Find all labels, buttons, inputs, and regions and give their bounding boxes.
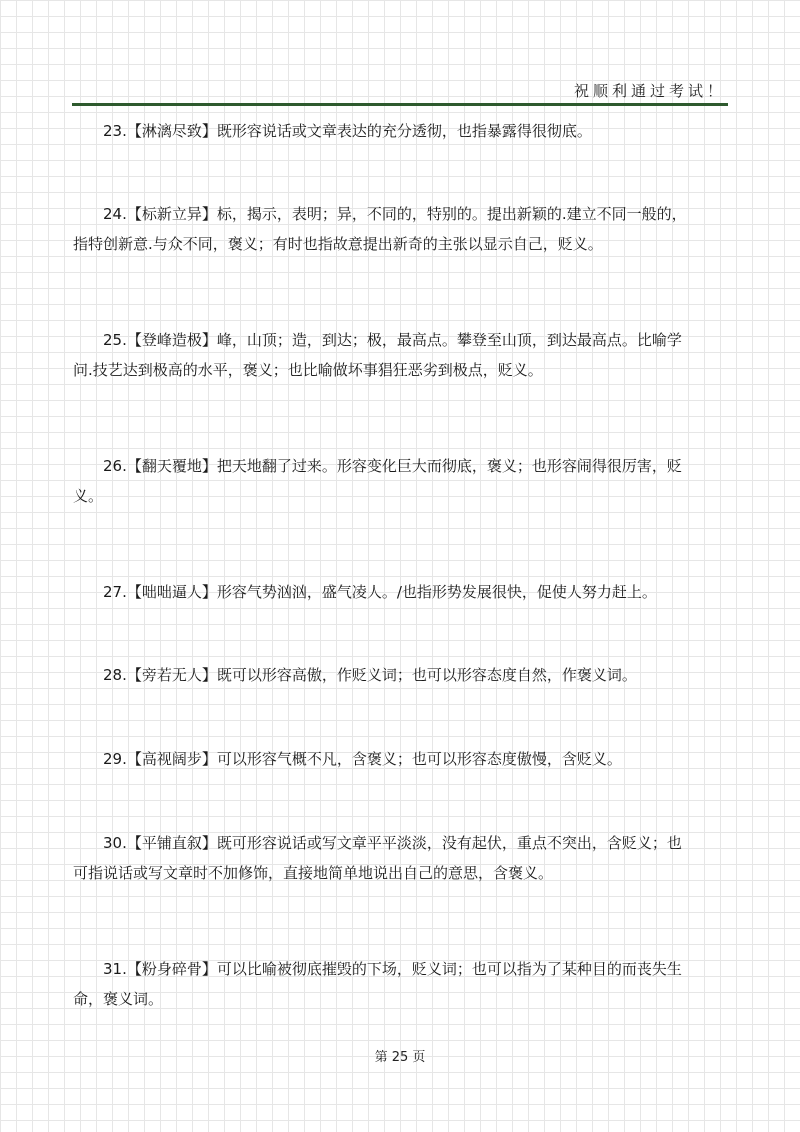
entry-27	[73, 577, 733, 607]
entry-text-line1: 30.【平铺直叙】既可形容说话或写文章平平淡淡，没有起伏，重点不突出，含贬义；也	[103, 834, 682, 852]
entry-text-line2: 可指说话或写文章时不加修饰，直接地简单地说出自己的意思，含褒义。	[73, 864, 554, 882]
entry-text-line1: 28.【旁若无人】既可以形容高傲，作贬义词；也可以形容态度自然，作褒义词。	[103, 666, 637, 684]
entry-text-line1: 24.【标新立异】标，揭示，表明；异，不同的，特别的。提出新颖的.建立不同一般的，	[103, 205, 687, 223]
entry-23	[73, 116, 733, 146]
page-number: 第 25 页	[374, 1050, 426, 1065]
entry-25	[73, 325, 733, 385]
entry-text-line2: 命，褒义词。	[73, 990, 164, 1008]
entry-text-line1: 26.【翻天覆地】把天地翻了过来。形容变化巨大而彻底，褒义；也形容闹得很厉害，贬	[103, 457, 682, 475]
entry-text-line1: 29.【高视阔步】可以形容气概不凡，含褒义；也可以形容态度傲慢，含贬义。	[103, 750, 622, 768]
entry-31	[73, 954, 733, 1014]
entry-text-line2: 问.技艺达到极高的水平，褒义；也比喻做坏事猖狂恶劣到极点，贬义。	[73, 361, 543, 379]
entry-text-line1: 23.【淋漓尽致】既形容说话或文章表达的充分透彻，也指暴露得很彻底。	[103, 122, 592, 140]
entry-28	[73, 660, 733, 690]
entry-text-line2: 指特创新意.与众不同，褒义；有时也指故意提出新奇的主张以显示自己，贬义。	[73, 235, 603, 253]
entry-26	[73, 451, 733, 511]
entry-text-line2: 义。	[73, 487, 104, 505]
entry-text-line1: 25.【登峰造极】峰，山顶；造，到达；极，最高点。攀登至山顶，到达最高点。比喻学	[103, 331, 682, 349]
entry-30	[73, 828, 733, 888]
header-slogan: 祝顺利通过考试！	[573, 82, 726, 100]
entry-29	[73, 744, 733, 774]
entry-text-line1: 31.【粉身碎骨】可以比喻被彻底摧毁的下场，贬义词；也可以指为了某种目的而丧失生	[103, 960, 682, 978]
entry-24	[73, 199, 733, 259]
entry-text-line1: 27.【咄咄逼人】形容气势汹汹，盛气凌人。/也指形势发展很快，促使人努力赶上。	[103, 583, 657, 601]
header-divider	[72, 103, 728, 106]
